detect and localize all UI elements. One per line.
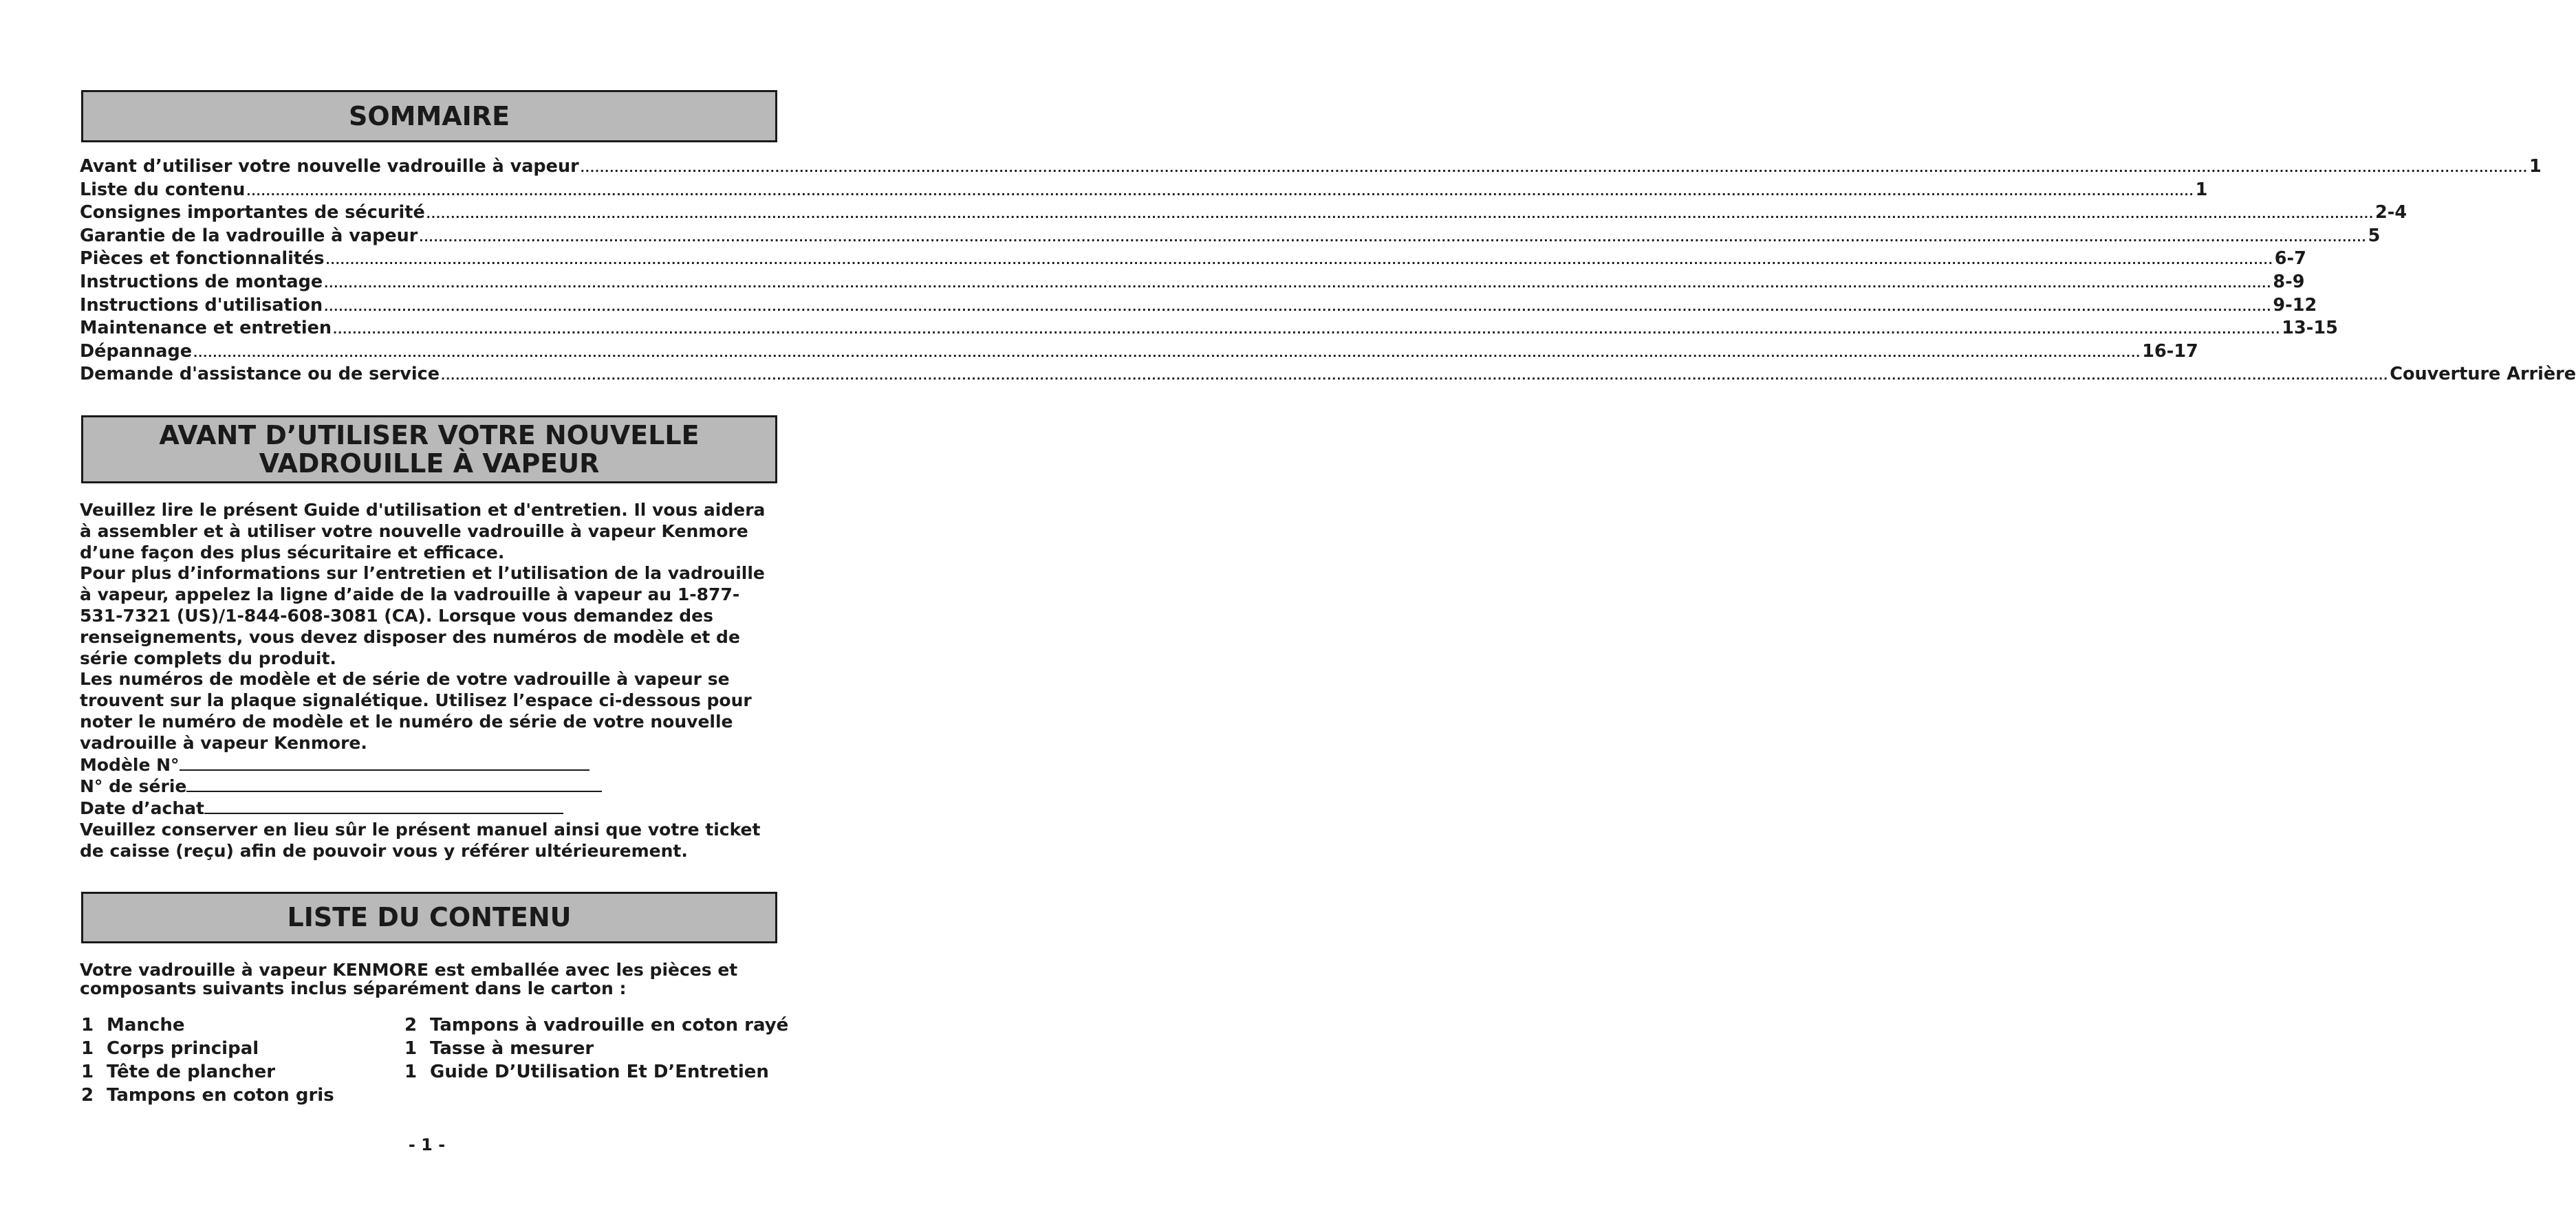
toc-label: Pièces et fonctionnalités [80, 248, 325, 270]
paragraph: Veuillez conserver en lieu sûr le présent manuel ainsi que votre ticket de caisse (reçu) afin de pouvoir vous y référer ultérieurement. [80, 819, 761, 861]
contents-list-left [81, 1013, 334, 1107]
list-item [81, 1060, 334, 1084]
toc-leader: ................................................................................................................................................................................................................................................................................................................................................................................................................ [246, 184, 2194, 198]
toc-page: 8-9 [2273, 271, 2305, 292]
paragraph: Les numéros de modèle et de série de votre vadrouille à vapeur se trouvent sur la plaque signalétique. Utilisez l’espace ci-dessous pour noter le numéro de modèle et le numéro de série de votre nouvelle vadrouille à vapeur Kenmore. [80, 669, 752, 753]
list-item [81, 1013, 334, 1037]
model-number-line [80, 754, 781, 776]
toc-label: Liste du contenu [80, 179, 246, 200]
contenu-title: LISTE DU CONTENU [287, 902, 572, 932]
avant-body [80, 500, 781, 862]
contents-list-right [404, 1013, 788, 1084]
contenu-intro [80, 961, 781, 998]
sommaire-heading [81, 90, 777, 142]
model-blank [180, 754, 589, 771]
toc-leader: ................................................................................................................................................................................................................................................................................................................................................................................................................ [419, 230, 2367, 244]
item-qty: 1 [404, 1062, 418, 1082]
item-qty: 1 [404, 1038, 418, 1059]
toc-page: 1 [2529, 156, 2542, 177]
toc-entry [80, 294, 2317, 318]
toc-entry [80, 156, 2542, 179]
item-qty: 1 [81, 1015, 94, 1035]
intro-line: composants suivants inclus séparément dans le carton : [80, 978, 627, 998]
item-name: Tasse à mesurer [430, 1038, 594, 1059]
item-qty: 1 [81, 1038, 94, 1059]
item-qty: 2 [404, 1015, 418, 1035]
toc-leader: ................................................................................................................................................................................................................................................................................................................................................................................................................ [193, 346, 2141, 360]
item-name: Manche [107, 1015, 185, 1035]
toc-leader: ................................................................................................................................................................................................................................................................................................................................................................................................................ [324, 276, 2272, 290]
toc-page: 6-7 [2274, 248, 2306, 270]
table-of-contents [80, 156, 2576, 387]
toc-leader: ................................................................................................................................................................................................................................................................................................................................................................................................................ [324, 300, 2272, 314]
toc-page: 2-4 [2375, 202, 2407, 223]
toc-page: 5 [2368, 225, 2381, 246]
purchase-date-line [80, 798, 781, 820]
toc-page: Couverture Arrière [2390, 364, 2576, 385]
toc-entry [80, 318, 2338, 341]
item-name: Tampons à vadrouille en coton rayé [430, 1015, 789, 1035]
toc-entry [80, 225, 2381, 249]
sommaire-title: SOMMAIRE [348, 100, 510, 131]
toc-entry [80, 179, 2208, 203]
avant-title-line2: VADROUILLE À VAPEUR [259, 448, 600, 479]
list-item [404, 1060, 788, 1084]
avant-title-line1: AVANT D’UTILISER VOTRE NOUVELLE [159, 419, 700, 450]
serial-label: N° de série [80, 776, 187, 797]
serial-blank [186, 776, 602, 792]
list-item [81, 1037, 334, 1060]
avant-heading [81, 415, 777, 483]
toc-entry [80, 340, 2198, 364]
toc-page: 1 [2195, 179, 2208, 200]
toc-label: Avant d’utiliser votre nouvelle vadrouille à vapeur [80, 156, 579, 177]
list-item [81, 1084, 334, 1107]
page-number: - 1 - [408, 1135, 446, 1154]
toc-leader: ................................................................................................................................................................................................................................................................................................................................................................................................................ [325, 254, 2273, 267]
intro-line: Votre vadrouille à vapeur KENMORE est emballée avec les pièces et [80, 960, 738, 980]
toc-entry [80, 364, 2576, 387]
toc-label: Dépannage [80, 340, 192, 362]
toc-page: 9-12 [2273, 294, 2317, 316]
contenu-heading [81, 892, 777, 943]
paragraph: Pour plus d’informations sur l’entretien et l’utilisation de la vadrouille à vapeur, appelez la ligne d’aide de la vadrouille à vapeur au 1-877-531-7321 (US)/1-844-608-3081 (CA). Lorsque vous demandez des renseignements, vous devez disposer des numéros de modèle et de série complets du produit. [80, 563, 765, 668]
toc-label: Garantie de la vadrouille à vapeur [80, 225, 418, 246]
toc-leader: ................................................................................................................................................................................................................................................................................................................................................................................................................ [441, 369, 2389, 383]
date-blank [204, 798, 563, 814]
serial-number-line [80, 776, 781, 798]
model-label: Modèle N° [80, 754, 180, 775]
toc-entry [80, 248, 2306, 272]
toc-label: Maintenance et entretien [80, 318, 332, 339]
item-name: Tampons en coton gris [107, 1085, 334, 1106]
list-item [404, 1013, 788, 1037]
toc-leader: ................................................................................................................................................................................................................................................................................................................................................................................................................ [580, 162, 2528, 175]
toc-leader: ................................................................................................................................................................................................................................................................................................................................................................................................................ [426, 208, 2374, 221]
toc-label: Consignes importantes de sécurité [80, 202, 425, 223]
toc-entry [80, 202, 2407, 226]
toc-label: Instructions de montage [80, 271, 323, 292]
item-name: Guide D’Utilisation Et D’Entretien [430, 1062, 769, 1082]
toc-leader: ................................................................................................................................................................................................................................................................................................................................................................................................................ [333, 323, 2281, 337]
list-item [404, 1037, 788, 1060]
toc-label: Demande d'assistance ou de service [80, 364, 440, 385]
toc-entry [80, 271, 2305, 295]
toc-page: 13-15 [2282, 318, 2338, 339]
toc-label: Instructions d'utilisation [80, 294, 323, 316]
paragraph: Veuillez lire le présent Guide d'utilisation et d'entretien. Il vous aidera à assembler et à utiliser votre nouvelle vadrouille à vapeur Kenmore d’une façon des plus sécuritaire et efficace. [80, 500, 766, 562]
date-label: Date d’achat [80, 798, 204, 819]
item-qty: 2 [81, 1085, 94, 1106]
item-name: Corps principal [107, 1038, 259, 1059]
item-name: Tête de plancher [107, 1062, 276, 1082]
toc-page: 16-17 [2142, 340, 2198, 362]
item-qty: 1 [81, 1062, 94, 1082]
